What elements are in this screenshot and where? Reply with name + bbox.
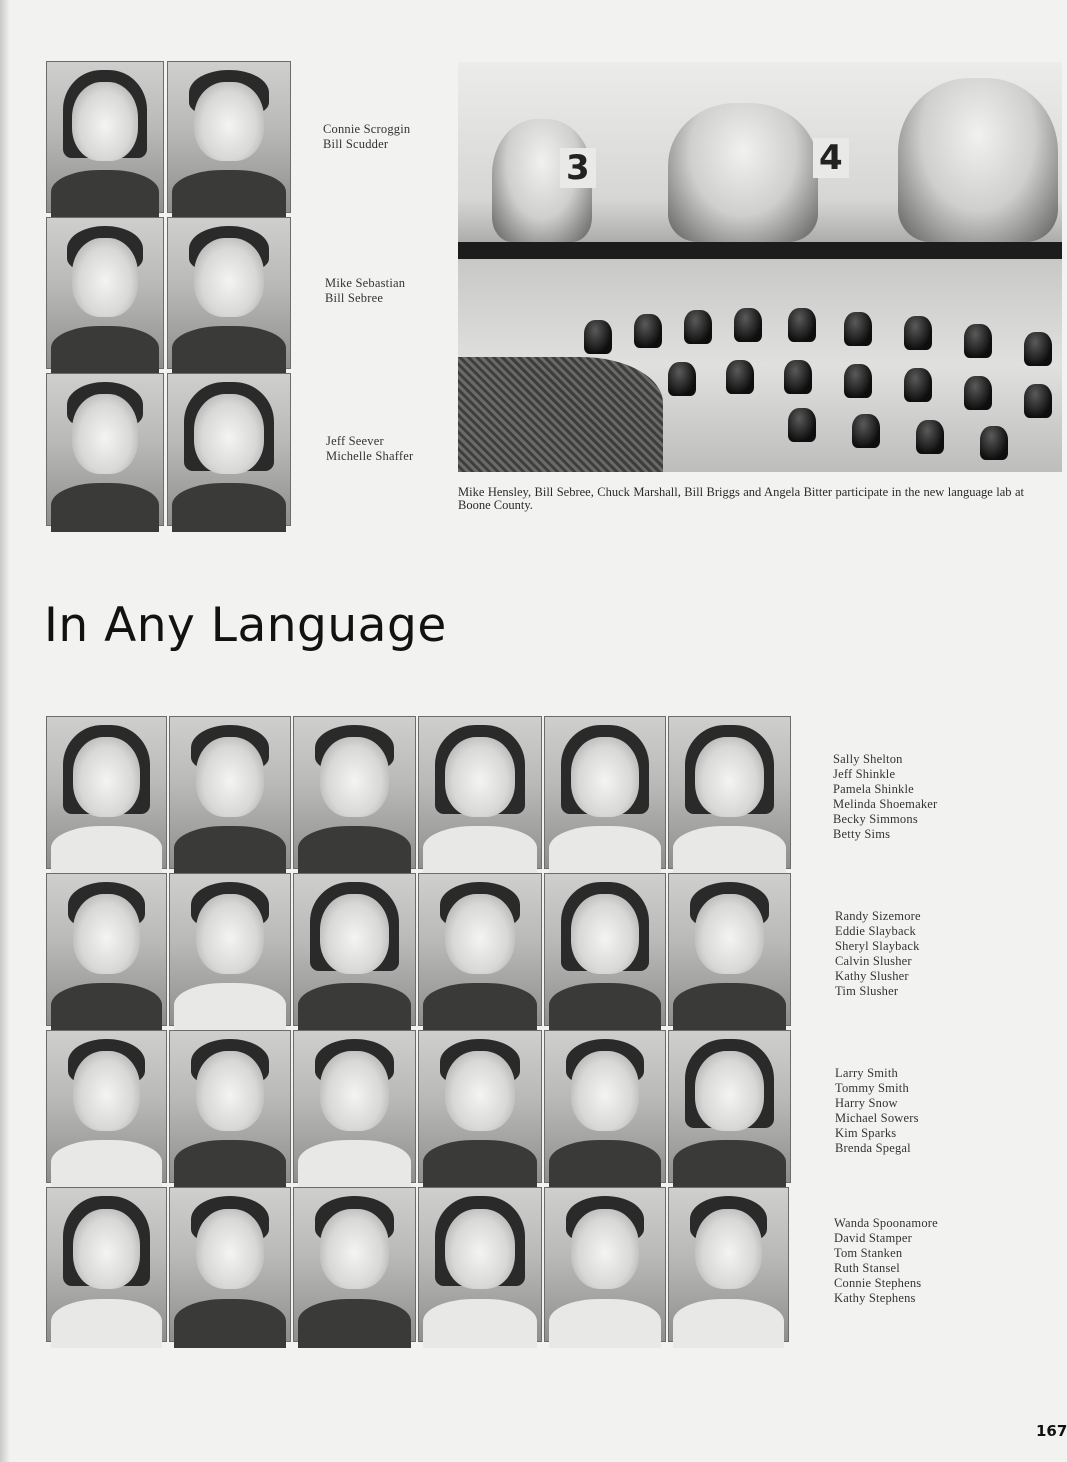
portrait-randy-sizemore [46,873,167,1026]
portrait-sheryl-slayback [293,873,416,1026]
portrait-melinda-shoemaker [418,716,542,869]
portrait-calvin-slusher [418,873,542,1026]
student-name: Michelle Shaffer [326,449,414,463]
portrait-jeff-seever [46,373,164,526]
student-name: Kathy Stephens [834,1291,916,1305]
photo-caption: Mike Hensley, Bill Sebree, Chuck Marshall, Bill Briggs and Angela Bitter participate in the new language lab at Boone County. [458,485,1024,512]
student-name: Tom Stanken [834,1246,903,1260]
student-name: Connie Stephens [834,1276,922,1290]
portrait-connie-scroggin [46,61,164,213]
page-gutter-shadow [0,0,10,1462]
student-name: Melinda Shoemaker [833,797,938,811]
language-lab-photo [458,62,1062,472]
portrait-michelle-shaffer [167,373,291,526]
portrait-larry-smith [46,1030,167,1183]
portrait-michael-sowers [418,1030,542,1183]
portrait-mike-sebastian [46,217,164,369]
student-name: Pamela Shinkle [833,782,914,796]
grid-name-list-row-2 [835,909,921,999]
portrait-betty-sims [668,716,791,869]
portrait-sally-shelton [46,716,167,869]
booth-number: 4 [813,138,849,178]
student-name: Calvin Slusher [835,954,912,968]
portrait-tom-stanken [293,1187,416,1342]
student-name: Larry Smith [835,1066,898,1080]
portrait-ruth-stansel [418,1187,542,1342]
booth-number: 3 [560,148,596,188]
portrait-eddie-slayback [169,873,291,1026]
portrait-pamela-shinkle [293,716,416,869]
portrait-kim-sparks [544,1030,666,1183]
portrait-connie-stephens [544,1187,666,1342]
student-name: Connie Scroggin [323,122,411,136]
student-name: Kim Sparks [835,1126,897,1140]
grid-name-list-row-4 [834,1216,938,1306]
student-name: Sally Shelton [833,752,903,766]
student-name: Wanda Spoonamore [834,1216,938,1230]
student-name: Harry Snow [835,1096,898,1110]
portrait-wanda-spoonamore [46,1187,167,1342]
student-name: Mike Sebastian [325,276,406,290]
portrait-becky-simmons [544,716,666,869]
student-name: Becky Simmons [833,812,918,826]
student-name: Randy Sizemore [835,909,921,923]
portrait-jeff-shinkle [169,716,291,869]
portrait-david-stamper [169,1187,291,1342]
top-name-list-1 [323,122,410,152]
student-name: Eddie Slayback [835,924,916,938]
student-name: Jeff Shinkle [833,767,896,781]
student-name: Betty Sims [833,827,891,841]
grid-name-list-row-3 [835,1066,919,1156]
portrait-brenda-spegal [668,1030,791,1183]
portrait-bill-sebree [167,217,291,369]
student-name: Tim Slusher [835,984,899,998]
student-name: Brenda Spegal [835,1141,911,1155]
portrait-bill-scudder [167,61,291,213]
top-name-list-3 [326,434,413,464]
grid-name-list-row-1 [833,752,937,842]
student-name: Ruth Stansel [834,1261,900,1275]
student-name: Jeff Seever [326,434,384,448]
student-name: Michael Sowers [835,1111,919,1125]
portrait-tim-slusher [668,873,791,1026]
student-name: David Stamper [834,1231,912,1245]
top-name-list-2 [325,276,405,306]
portrait-tommy-smith [169,1030,291,1183]
page-number: 167 [1036,1422,1067,1440]
student-name: Sheryl Slayback [835,939,920,953]
student-name: Bill Scudder [323,137,389,151]
portrait-harry-snow [293,1030,416,1183]
student-name: Kathy Slusher [835,969,909,983]
portrait-kathy-stephens [668,1187,789,1342]
student-name: Bill Sebree [325,291,384,305]
student-name: Tommy Smith [835,1081,909,1095]
portrait-kathy-slusher [544,873,666,1026]
page-headline: In Any Language [44,598,447,653]
